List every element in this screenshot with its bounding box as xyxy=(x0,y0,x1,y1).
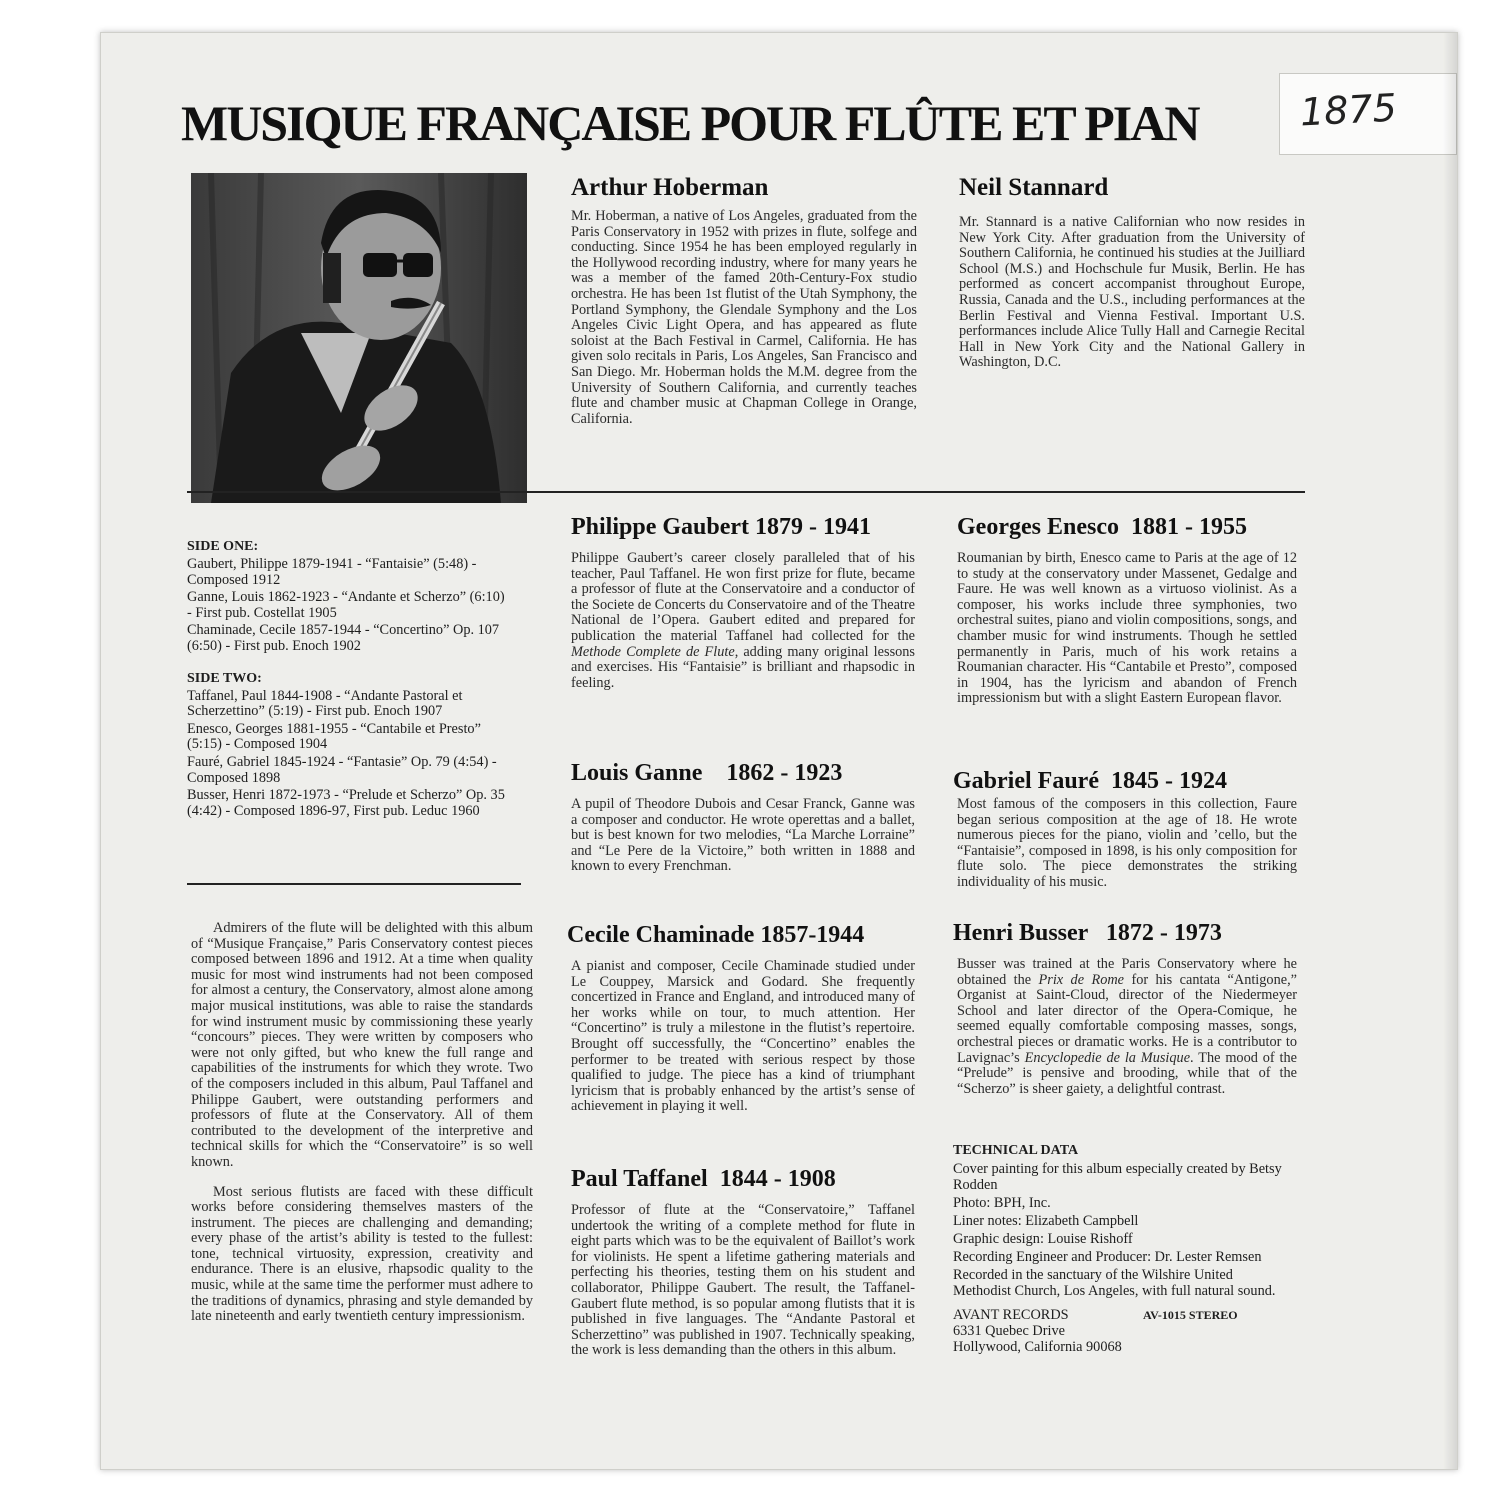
composer-heading: Henri Busser 1872 - 1973 xyxy=(953,920,1222,946)
composer-text xyxy=(571,551,915,691)
composer-taffanel xyxy=(571,1165,915,1359)
performer-bio: Mr. Hoberman, a native of Los Angeles, graduated from the Paris Conservatory in 1952 with prizes in flute, solfege and conducting. Since 1954 he has been employed regularly in the Hollywood recording industry, where for many years he was a member of the famed 20th-Century-Fox studio orchestra. He has been 1st flutist of the Utah Symphony, the Portland Symphony, the Glendale Symphony and the Los Angeles Civic Light Opera, and has appeared as flute soloist at the Bach Festival in Carmel, California. He has given solo recitals in Paris, Los Angeles, San Francisco and San Diego. Mr. Hoberman holds the M.M. degree from the University of Southern California, and currently teaches flute and chamber music at Chapman College in Orange, California. xyxy=(571,208,917,427)
performer-bio: Mr. Stannard is a native Californian who now resides in New York City. After graduation from the University of Southern California, he continued his studies at the Juilliard School (M.S.) and Hochschule fur Musik, Berlin. He has performed as concert accompanist throughout Europe, Russia, Canada and the U.S., including performances at the Berlin Festival and Vienna Festival. Important U.S. performances include Alice Tully Hall and Carnegie Recital Hall in New York City and the National Gallery in Washington, D.C. xyxy=(959,214,1305,371)
performer-hoberman xyxy=(571,173,917,427)
track-item: Busser, Henri 1872-1973 - “Prelude et Scherzo” Op. 35 (4:42) - Composed 1896-97, First pub. Leduc 1960 xyxy=(187,787,505,819)
intro-paragraph: Admirers of the flute will be delighted with this album of “Musique Française,” Paris Conservatory contest pieces composed between 1896 and 1912. At a time when quality music for most wind instruments had not been composed for almost a century, the Conservatory, almost alone among major musical institutions, was able to raise the standards for wind instrument music by commissioning these yearly “concours” pieces. They were written by composers who were not only gifted, but who knew the full range and capabilities of the instruments for which they wrote. Two of the composers included in this album, Paul Taffanel and Philippe Gaubert, were outstanding performers and professors of flute at the Conservatory. All of them contributed to the development of the interpretive and technical skills for which the “Conservatoire” is so well known. xyxy=(191,920,533,1170)
composer-text: A pupil of Theodore Dubois and Cesar Franck, Ganne was a composer and conductor. He wrote operettas and a ballet, but is best known for two melodies, “La Marche Lorraine” and “Le Pere de la Victoire,” both written in 1888 and known to every Frenchman. xyxy=(571,796,915,875)
track-item: Chaminade, Cecile 1857-1944 - “Concertino” Op. 107 (6:50) - First pub. Enoch 1902 xyxy=(187,622,500,654)
composer-chaminade xyxy=(567,921,915,1115)
label-name: AVANT RECORDS xyxy=(953,1307,1069,1323)
divider-left xyxy=(187,883,521,885)
composer-text: Most famous of the composers in this collection, Faure began serious composition at the age of 18. He wrote numerous pieces for the piano, violin and ’cello, but the “Fantaisie”, composed in 1898, is his only composition for flute solo. The piece demonstrates the striking individuality of his music. xyxy=(957,796,1297,890)
credit-line: Photo: BPH, Inc. xyxy=(953,1195,1051,1211)
composer-ganne xyxy=(571,759,915,875)
side-one-heading: SIDE ONE: xyxy=(187,539,259,554)
album-title: MUSIQUE FRANÇAISE POUR FLÛTE ET PIAN xyxy=(181,95,1199,151)
technical-data-heading: TECHNICAL DATA xyxy=(953,1143,1079,1158)
album-back-cover xyxy=(100,32,1458,1470)
composer-heading: Paul Taffanel 1844 - 1908 xyxy=(571,1166,836,1192)
catalog-number-sticker xyxy=(1279,73,1457,155)
side-two-heading: SIDE TWO: xyxy=(187,670,262,686)
composer-gaubert xyxy=(571,513,915,691)
composer-faure xyxy=(953,767,1297,891)
track-item: Enesco, Georges 1881-1955 - “Cantabile et Presto” (5:15) - Composed 1904 xyxy=(187,720,481,753)
text-run: Philippe Gaubert’s career closely paralleled that of his teacher, Paul Taffanel. He won first prize for flute, became a professor of flute at the Conservatoire and a conductor of the Societe de Concerts du Conservatoire and of the Theatre National de l’Opera. Gaubert edited and prepared for publication the material Taffanel had collected for the xyxy=(571,550,915,644)
composer-text: Roumanian by birth, Enesco came to Paris at the age of 12 to study at the conservatory under Massenet, Gedalge and Faure. He was well known as a virtuoso violinist. As a composer, his works include three symphonies, two orchestral suites, piano and violin compositions, songs, and chamber music for wind instruments. Though he settled permanently in Paris, much of his work retains a Roumanian character. His “Cantabile et Presto”, composed in 1904, has the lyricism and abandon of French impressionism but with a slight Eastern European flavor. xyxy=(957,550,1297,707)
credit-line: Recording Engineer and Producer: Dr. Lester Remsen xyxy=(953,1249,1262,1265)
composer-text: A pianist and composer, Cecile Chaminade studied under Le Couppey, Marsick and Godard. She frequently concertized in France and England, and introduced many of her works while on tour, to much attention. Her “Concertino” is truly a milestone in the flutist’s repertoire. Brought off successfully, the “Concertino” enables the performer to be treated with serious respect by those qualified to judge. The piece has a kind of triumphant lyricism that is probably enhanced by the artist’s sense of achievement in playing it well. xyxy=(571,958,915,1115)
track-item: Ganne, Louis 1862-1923 - “Andante et Scherzo” (6:10) - First pub. Costellat 1905 xyxy=(187,589,505,621)
side-one-tracks xyxy=(187,557,507,655)
text-run: . The mood of the “Prelude” is pensive and brooding, while that of the “Scherzo” is sheer gaiety, a delightful contrast. xyxy=(957,1049,1297,1097)
book-title: Encyclopedie de la Musique xyxy=(1024,1049,1191,1066)
flutist-photo-illustration xyxy=(191,173,527,503)
composer-heading: Cecile Chaminade 1857-1944 xyxy=(567,922,865,948)
composer-enesco xyxy=(957,513,1297,707)
credit-line: Graphic design: Louise Rishoff xyxy=(953,1231,1133,1247)
credit-line: Cover painting for this album especially created by Betsy Rodden xyxy=(953,1161,1282,1193)
credit-line: Recorded in the sanctuary of the Wilshire United Methodist Church, Los Angeles, with full natural sound. xyxy=(953,1267,1276,1299)
catalog-number-handwritten: 1875 xyxy=(1298,85,1398,135)
composer-heading: Gabriel Fauré 1845 - 1924 xyxy=(953,768,1227,794)
composer-heading: Philippe Gaubert 1879 - 1941 xyxy=(571,514,872,540)
intro-notes xyxy=(191,921,533,1325)
intro-paragraph: Most serious flutists are faced with these difficult works before considering themselves masters of the instrument. The pieces are challenging and demanding; every phase of the artist’s ability is tested to the fullest: tone, technical virtuosity, expression, creativity and endurance. There is an elusive, rhapsodic quality to the music, while at the same time the performer must adhere to the traditions of dynamics, phrasing and style demanded by late nineteenth and early twentieth century impressionism. xyxy=(191,1183,533,1325)
composer-heading: Louis Ganne 1862 - 1923 xyxy=(571,760,843,786)
text-run: for his cantata “Antigone,” Organist at Saint-Cloud, director of the Niedermeyer School and later director of the Opera-Comique, he seemed equally comfortable composing masses, songs, orchestral pieces or dramatic works. He is a contributor to Lavignac’s xyxy=(957,971,1297,1066)
tracklist xyxy=(187,539,507,821)
track-item: Fauré, Gabriel 1845-1924 - “Fantasie” Op. 79 (4:54) - Composed 1898 xyxy=(187,753,497,786)
book-title: Methode Complete de Flute xyxy=(571,643,735,660)
text-run: Busser was trained at the Paris Conservatory where he obtained the xyxy=(957,956,1297,988)
record-label xyxy=(953,1307,1283,1355)
credit-line: Liner notes: Elizabeth Campbell xyxy=(953,1213,1139,1229)
side-two-tracks xyxy=(187,689,507,820)
text-run: , adding many original lessons and exercises. His “Fantaisie” is brilliant and rhapsodic in feeling. xyxy=(571,643,915,691)
composer-text xyxy=(953,957,1297,1097)
composer-heading: Georges Enesco 1881 - 1955 xyxy=(957,514,1247,540)
performer-name: Neil Stannard xyxy=(959,174,1109,201)
performer-stannard xyxy=(959,173,1305,371)
label-city: Hollywood, California 90068 xyxy=(953,1339,1122,1355)
technical-data-lines xyxy=(953,1161,1283,1299)
composer-busser xyxy=(953,919,1297,1097)
performer-photo xyxy=(191,173,527,503)
track-item: Taffanel, Paul 1844-1908 - “Andante Pastoral et Scherzettino” (5:19) - First pub. Enoch 1907 xyxy=(187,687,463,720)
technical-data xyxy=(953,1143,1283,1355)
divider-top xyxy=(187,491,1305,493)
label-row xyxy=(953,1307,1283,1323)
performer-name: Arthur Hoberman xyxy=(571,174,769,201)
label-catalog-number: AV-1015 STEREO xyxy=(1143,1308,1238,1322)
award-title: Prix de Rome xyxy=(1038,971,1125,988)
track-item: Gaubert, Philippe 1879-1941 - “Fantaisie” (5:48) - Composed 1912 xyxy=(187,556,477,588)
label-street: 6331 Quebec Drive xyxy=(953,1323,1065,1339)
composer-text: Professor of flute at the “Conservatoire,” Taffanel undertook the writing of a complete method for flute in eight parts which was to be the equivalent of Baillot’s work for violinists. He spent a lifetime gathering materials and perfecting his theories, testing them on his student and collaborator, Philippe Gaubert. The result, the Taffanel-Gaubert flute method, is so popular among flutists that it is published in five languages. The “Andante Pastoral et Scherzettino” was published in 1907. Technically speaking, the work is less demanding than the others in this album. xyxy=(571,1202,915,1359)
